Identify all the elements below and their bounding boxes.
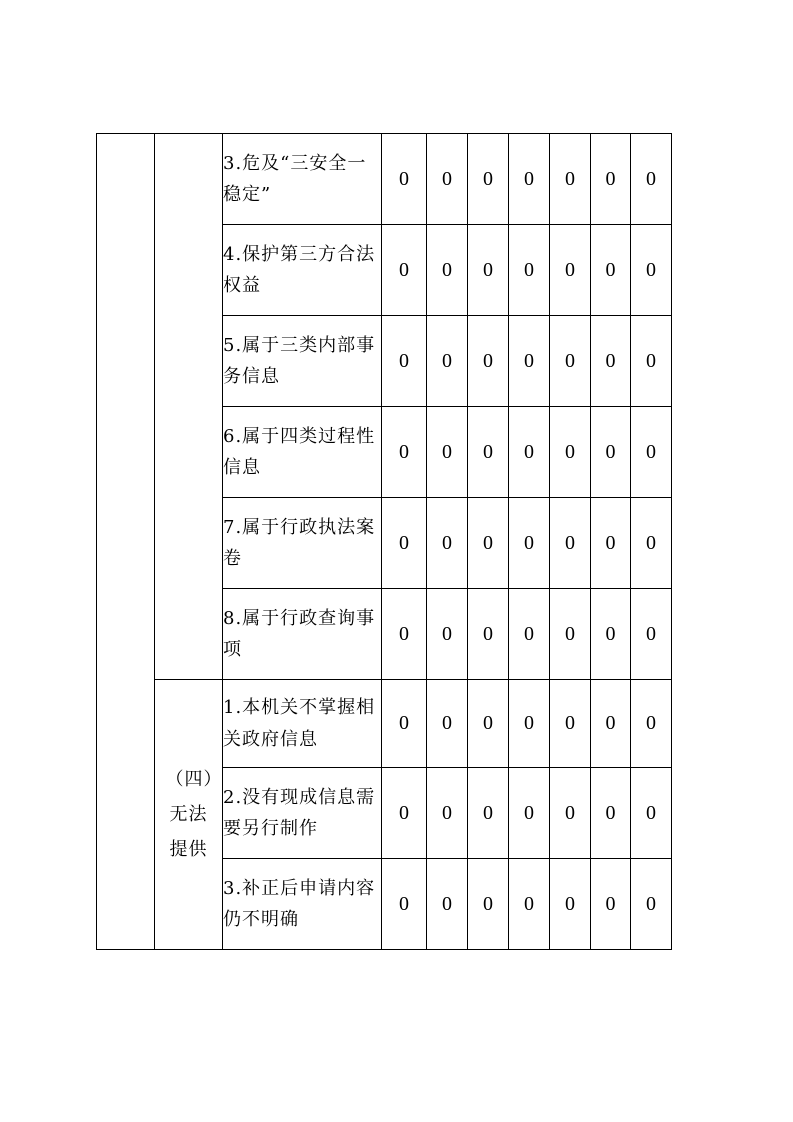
row-label: 7.属于行政执法案卷 [223, 498, 382, 589]
value-cell: 0 [468, 589, 509, 680]
value-cell: 0 [382, 859, 427, 950]
value-cell: 0 [509, 498, 550, 589]
value-cell: 0 [382, 768, 427, 859]
value-cell: 0 [550, 589, 591, 680]
value-cell: 0 [550, 316, 591, 407]
value-cell: 0 [382, 225, 427, 316]
row-label: 8.属于行政查询事项 [223, 589, 382, 680]
value-cell: 0 [631, 225, 672, 316]
value-cell: 0 [631, 768, 672, 859]
value-cell: 0 [550, 225, 591, 316]
value-cell: 0 [509, 134, 550, 225]
value-cell: 0 [427, 768, 468, 859]
value-cell: 0 [427, 134, 468, 225]
value-cell: 0 [631, 316, 672, 407]
value-cell: 0 [591, 407, 631, 498]
value-cell: 0 [509, 407, 550, 498]
row-label: 3.补正后申请内容仍不明确 [223, 859, 382, 950]
value-cell: 0 [550, 768, 591, 859]
value-cell: 0 [509, 680, 550, 768]
value-cell: 0 [468, 859, 509, 950]
value-cell: 0 [468, 225, 509, 316]
value-cell: 0 [509, 859, 550, 950]
value-cell: 0 [550, 498, 591, 589]
value-cell: 0 [382, 589, 427, 680]
value-cell: 0 [468, 134, 509, 225]
value-cell: 0 [427, 589, 468, 680]
value-cell: 0 [631, 134, 672, 225]
value-cell: 0 [427, 225, 468, 316]
value-cell: 0 [509, 225, 550, 316]
value-cell: 0 [591, 680, 631, 768]
value-cell: 0 [427, 680, 468, 768]
value-cell: 0 [591, 768, 631, 859]
value-cell: 0 [382, 134, 427, 225]
value-cell: 0 [509, 316, 550, 407]
value-cell: 0 [631, 680, 672, 768]
value-cell: 0 [427, 407, 468, 498]
value-cell: 0 [631, 498, 672, 589]
value-cell: 0 [550, 134, 591, 225]
group-label: （四）无法提供 [165, 768, 223, 861]
row-label: 4.保护第三方合法权益 [223, 225, 382, 316]
row-label: 1.本机关不掌握相关政府信息 [223, 680, 382, 768]
value-cell: 0 [591, 225, 631, 316]
value-cell: 0 [591, 498, 631, 589]
value-cell: 0 [382, 680, 427, 768]
value-cell: 0 [382, 498, 427, 589]
value-cell: 0 [427, 316, 468, 407]
value-cell: 0 [591, 316, 631, 407]
value-cell: 0 [382, 407, 427, 498]
value-cell: 0 [468, 498, 509, 589]
row-label: 2.没有现成信息需要另行制作 [223, 768, 382, 859]
value-cell: 0 [550, 859, 591, 950]
value-cell: 0 [631, 407, 672, 498]
row-label: 5.属于三类内部事务信息 [223, 316, 382, 407]
disclosure-statistics-table [96, 133, 672, 950]
value-cell: 0 [509, 768, 550, 859]
value-cell: 0 [427, 859, 468, 950]
value-cell: 0 [382, 316, 427, 407]
row-label: 6.属于四类过程性信息 [223, 407, 382, 498]
value-cell: 0 [591, 589, 631, 680]
value-cell: 0 [550, 407, 591, 498]
group-label-cell [155, 680, 223, 950]
value-cell: 0 [427, 498, 468, 589]
value-cell: 0 [468, 407, 509, 498]
value-cell: 0 [468, 316, 509, 407]
table-row [97, 680, 672, 768]
outer-category-cell [97, 134, 155, 950]
value-cell: 0 [468, 768, 509, 859]
group-cell-continued [155, 134, 223, 680]
value-cell: 0 [631, 859, 672, 950]
value-cell: 0 [468, 680, 509, 768]
value-cell: 0 [591, 134, 631, 225]
value-cell: 0 [631, 589, 672, 680]
value-cell: 0 [591, 859, 631, 950]
row-label: 3.危及“三安全一稳定” [223, 134, 382, 225]
table-row [97, 134, 672, 225]
value-cell: 0 [550, 680, 591, 768]
value-cell: 0 [509, 589, 550, 680]
